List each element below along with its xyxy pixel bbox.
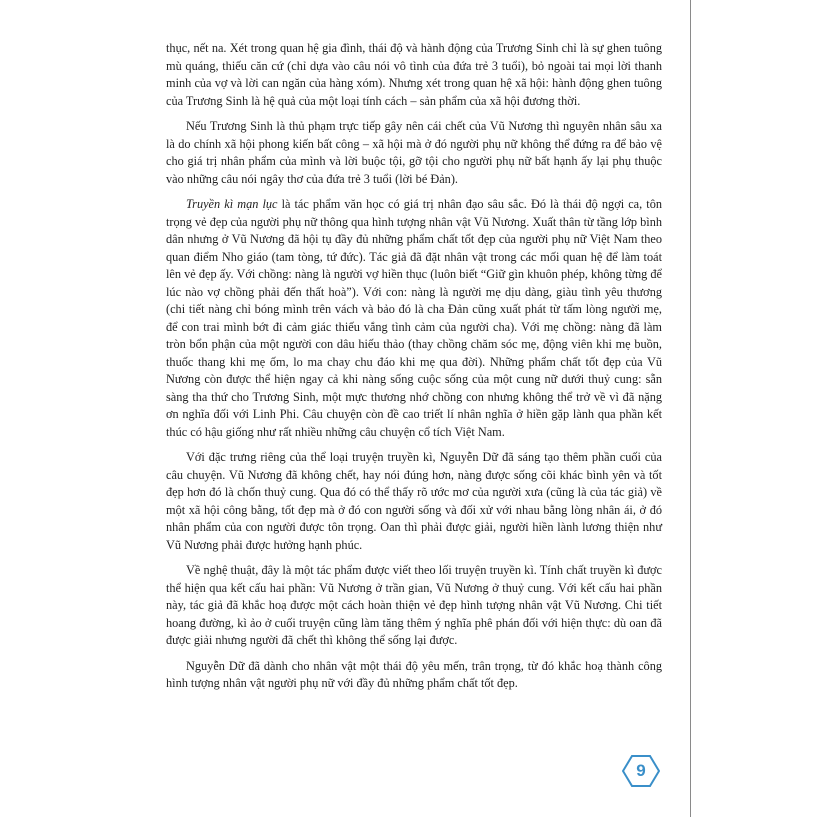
paragraph-text: Về nghệ thuật, đây là một tác phẩm được viết theo lối truyện truyền kì. Tính chất truyền kì được thể hiện qua kết cấu hai phần: Vũ Nương ở trần gian, Vũ Nương ở thuỷ cung. Với kết cấu hai phần này, tác giả đã khắc hoạ được một cách hoàn thiện vẻ đẹp hình tượng nhân vật Vũ Nương. Chi tiết hoang đường, kì ảo ở cuối truyện cũng làm tăng thêm ý nghĩa phê phán đối với hiện thực: dù oan đã được giải nhưng người đã chết thì không thể sống lại được.	[166, 563, 662, 647]
paragraph-2	[166, 118, 662, 188]
paragraph-text: là tác phẩm văn học có giá trị nhân đạo sâu sắc. Đó là thái độ ngợi ca, tôn trọng vẻ đẹp của người phụ nữ thông qua hình tượng nhân vật Vũ Nương. Xuất thân từ tầng lớp bình dân nhưng ở Vũ Nương đã hội tụ đầy đủ những phẩm chất tốt đẹp của người phụ nữ Việt Nam theo quan điểm Nho giáo (tam tòng, tứ đức). Tác giả đã đặt nhân vật trong các mối quan hệ để làm toát lên vẻ đẹp ấy. Với chồng: nàng là người vợ hiền thục (luôn biết “Giữ gìn khuôn phép, không từng để lúc nào vợ chồng phải đến thất hoà”). Với con: nàng là người mẹ dịu dàng, giàu tình yêu thương (chi tiết nàng chỉ bóng mình trên vách và bảo đó là cha Đản cũng xuất phát từ tấm lòng người mẹ, để con trai mình bớt đi cảm giác thiếu vắng tình cảm của người cha). Với mẹ chồng: nàng đã làm tròn bổn phận của một người con dâu hiếu thảo (thay chồng chăm sóc mẹ, động viên khi mẹ buồn, thuốc thang khi mẹ ốm, lo ma chay chu đáo khi mẹ qua đời). Những phẩm chất tốt đẹp của Vũ Nương còn được thể hiện ngay cả khi nàng sống cuộc sống của một cung nữ dưới thuỷ cung: sẵn sàng tha thứ cho Trương Sinh, một mực thương nhớ chồng con nhưng không thể trở về vì đã nặng ơn nghĩa đối với Linh Phi. Câu chuyện còn đề cao triết lí nhân nghĩa ở hiền gặp lành qua phần kết thúc có hậu giống như rất nhiều những câu chuyện cổ tích Việt Nam.	[166, 197, 662, 439]
paragraph-4	[166, 449, 662, 554]
page-edge-line	[690, 0, 691, 817]
paragraph-text: thục, nết na. Xét trong quan hệ gia đình, thái độ và hành động của Trương Sinh chỉ là sự ghen tuông mù quáng, thiếu căn cứ (chỉ dựa vào câu nói vô tình của đứa trẻ 3 tuổi), bỏ ngoài tai mọi lời thanh minh của vợ và lời can ngăn của hàng xóm). Nhưng xét trong quan hệ xã hội: hành động ghen tuông của Trương Sinh là hệ quả của một loại tính cách – sản phẩm của xã hội đương thời.	[166, 41, 662, 108]
body-text	[166, 40, 662, 701]
paragraph-text: Nguyễn Dữ đã dành cho nhân vật một thái độ yêu mến, trân trọng, từ đó khắc hoạ thành công hình tượng nhân vật người phụ nữ với đầy đủ những phẩm chất tốt đẹp.	[166, 658, 662, 690]
page-number-badge	[622, 754, 660, 788]
paragraph-text: Nếu Trương Sinh là thủ phạm trực tiếp gây nên cái chết của Vũ Nương thì nguyên nhân sâu xa là do chính xã hội phong kiến bất công – xã hội mà ở đó người phụ nữ không thể đứng ra để bảo vệ cho giá trị nhân phẩm của mình và lời buộc tội, gỡ tội cho người phụ nữ bất hạnh ấy lại phụ thuộc vào những câu nói ngây thơ của đứa trẻ 3 tuổi (lời bé Đản).	[166, 119, 662, 186]
paragraph-3	[166, 196, 662, 441]
paragraph-6	[166, 658, 662, 693]
paragraph-text: Với đặc trưng riêng của thể loại truyện truyền kì, Nguyễn Dữ đã sáng tạo thêm phần cuối của câu chuyện. Vũ Nương đã không chết, hay nói đúng hơn, nàng được sống cõi khác bình yên và tốt đẹp hơn đó là chốn thuỷ cung. Qua đó có thể thấy rõ ước mơ của người xưa (cũng là của tác giả) về một xã hội công bằng, tốt đẹp mà ở đó con người sống và đối xử với nhau bằng lòng nhân ái, ở đó nhân phẩm của con người được tôn trọng. Oan thì phải được giải, người hiền lành lương thiện như Vũ Nương phải được hưởng hạnh phúc.	[166, 450, 662, 552]
page-number: 9	[636, 761, 646, 780]
paragraph-1	[166, 40, 662, 110]
paragraph-5	[166, 562, 662, 650]
book-title: Truyền kì mạn lục	[186, 197, 278, 211]
